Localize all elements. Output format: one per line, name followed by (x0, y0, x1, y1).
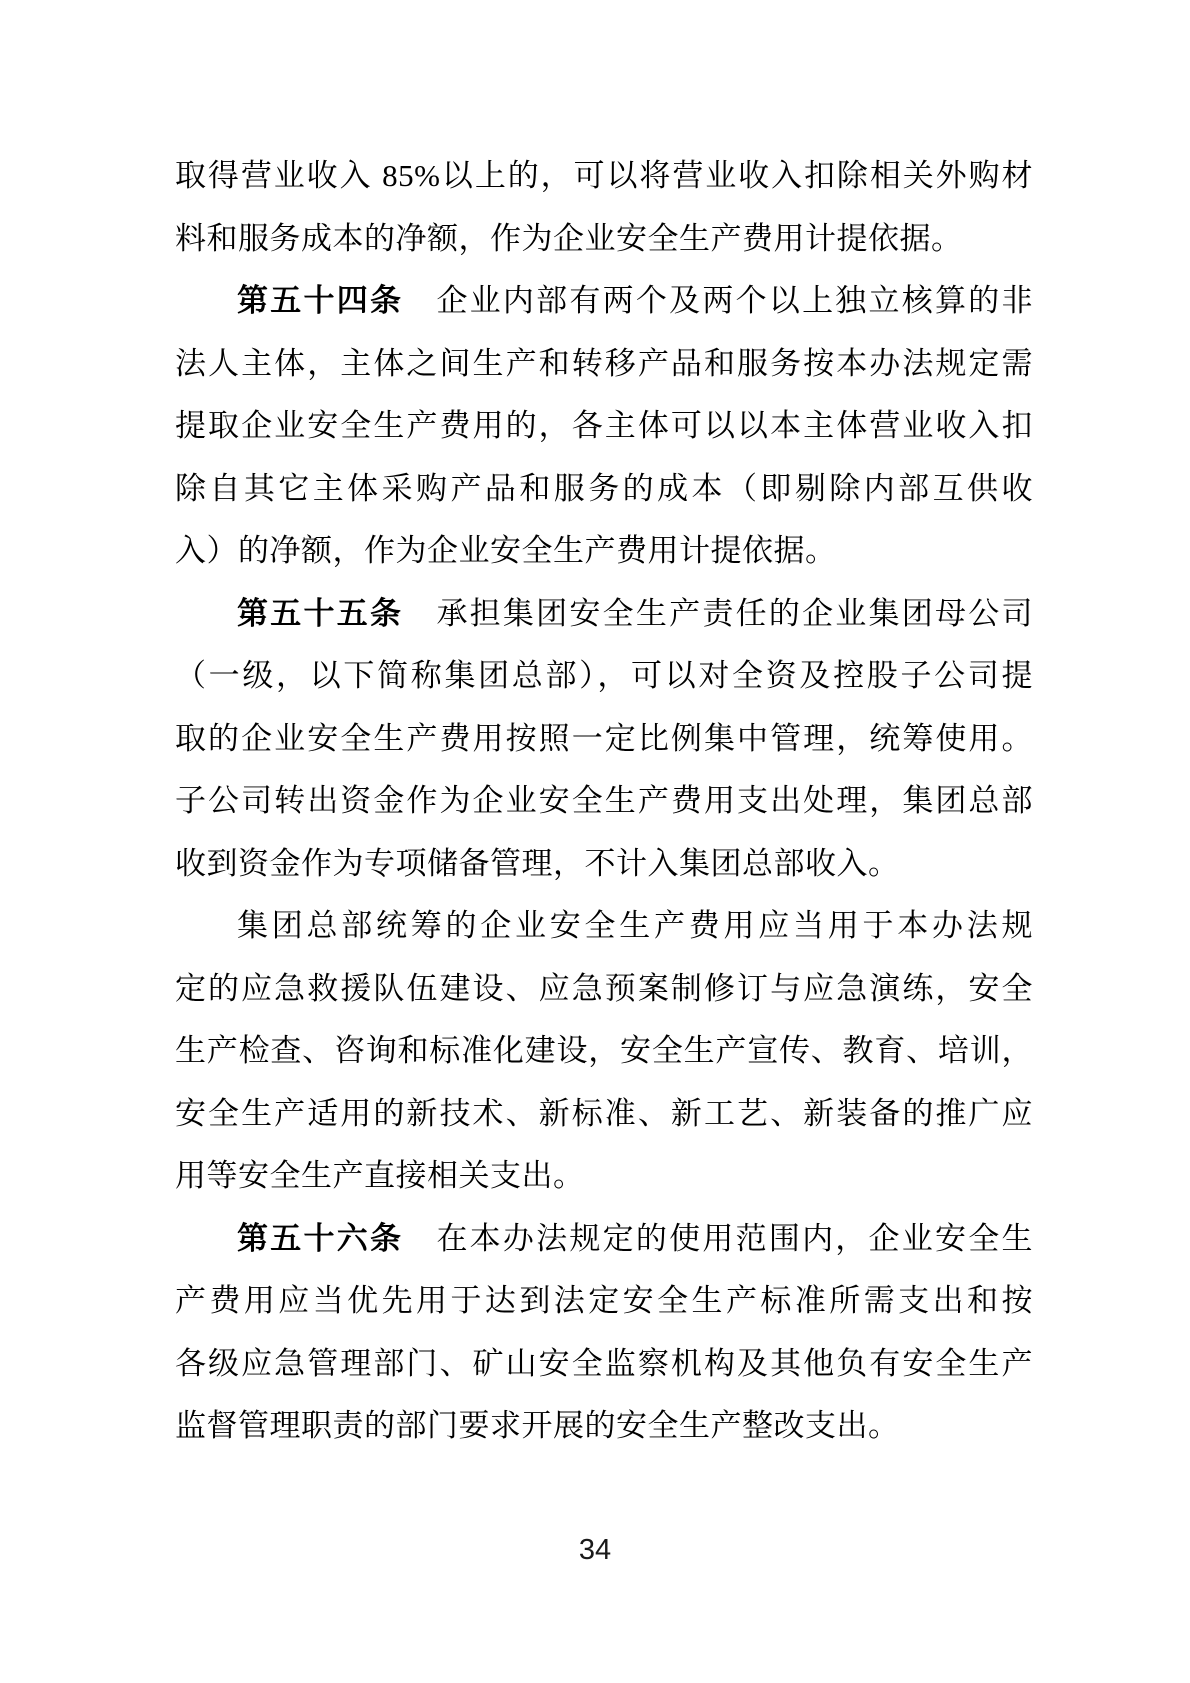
text-segment: 入）的净额，作为企业安全生产费用计提依据。 (175, 533, 837, 568)
text-line (175, 708, 1033, 771)
text-line (175, 208, 1033, 271)
text-line (175, 958, 1033, 1021)
article-number: 第五十四条 (237, 283, 404, 318)
text-segment: 提取企业安全生产费用的，各主体可以以本主体营业收入扣 (175, 408, 1033, 443)
text-line (175, 1020, 1033, 1083)
text-line (175, 270, 1033, 333)
text-line (175, 395, 1033, 458)
text-segment: 各级应急管理部门、矿山安全监察机构及其他负有安全生产 (175, 1345, 1033, 1381)
text-segment: 集团总部统筹的企业安全生产费用应当用于本办法规 (237, 908, 1033, 943)
page-number: 34 (578, 1534, 612, 1566)
article-number: 第五十五条 (237, 595, 404, 631)
text-segment: 承担集团安全生产责任的企业集团母公司 (403, 595, 1034, 631)
document-body (175, 145, 1033, 1458)
text-line (175, 333, 1033, 396)
text-line (175, 1333, 1033, 1396)
text-segment: 定的应急救援队伍建设、应急预案制修订与应急演练，安全 (175, 970, 1033, 1006)
text-line (175, 1145, 1033, 1208)
text-segment: 企业内部有两个及两个以上独立核算的非 (403, 283, 1034, 318)
text-segment: 用等安全生产直接相关支出。 (175, 1158, 585, 1193)
text-segment: （一级，以下简称集团总部），可以对全资及控股子公司提 (175, 658, 1033, 693)
text-segment: 在本办法规定的使用范围内，企业安全生 (403, 1220, 1034, 1256)
text-line (175, 645, 1033, 708)
text-line (175, 145, 1033, 208)
text-segment: 生产检查、咨询和标准化建设，安全生产宣传、教育、培训， (175, 1033, 1033, 1068)
text-segment: 收到资金作为专项储备管理，不计入集团总部收入。 (175, 845, 900, 881)
text-segment: 法人主体，主体之间生产和转移产品和服务按本办法规定需 (175, 345, 1033, 381)
text-segment: 取的企业安全生产费用按照一定比例集中管理，统筹使用。 (175, 720, 1033, 756)
text-segment: 安全生产适用的新技术、新标准、新工艺、新装备的推广应 (175, 1095, 1033, 1131)
text-line (175, 1395, 1033, 1458)
text-line (175, 520, 1033, 583)
text-line (175, 458, 1033, 521)
text-line (175, 1270, 1033, 1333)
text-segment: 取得营业收入 85%以上的，可以将营业收入扣除相关外购材 (175, 158, 1033, 193)
text-line (175, 1208, 1033, 1271)
text-segment: 监督管理职责的部门要求开展的安全生产整改支出。 (175, 1408, 900, 1443)
text-segment: 子公司转出资金作为企业安全生产费用支出处理，集团总部 (175, 783, 1033, 818)
text-line (175, 583, 1033, 646)
text-line (175, 770, 1033, 833)
text-line (175, 833, 1033, 896)
text-segment: 除自其它主体采购产品和服务的成本（即剔除内部互供收 (175, 470, 1033, 506)
article-number: 第五十六条 (237, 1220, 404, 1256)
text-segment: 料和服务成本的净额，作为企业安全生产费用计提依据。 (175, 220, 963, 256)
text-line (175, 895, 1033, 958)
text-line (175, 1083, 1033, 1146)
text-segment: 产费用应当优先用于达到法定安全生产标准所需支出和按 (175, 1283, 1033, 1318)
